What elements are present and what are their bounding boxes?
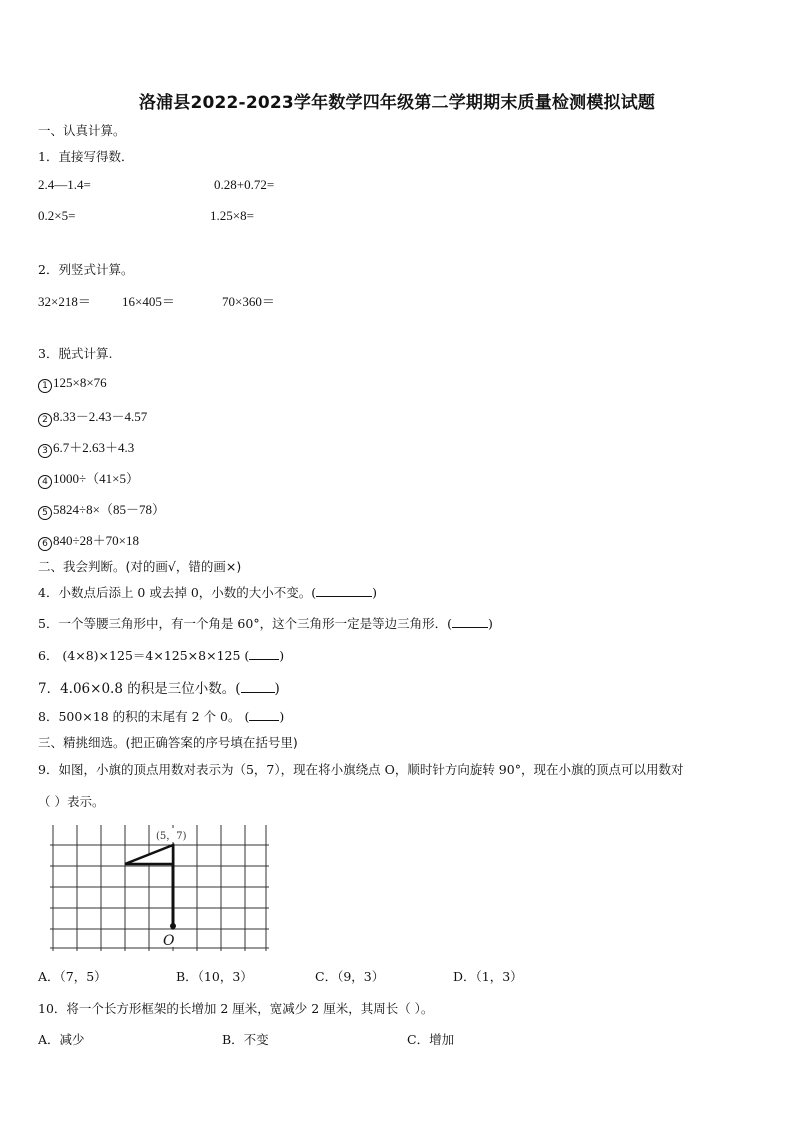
q10-option-a[interactable]: A．减少	[38, 1032, 85, 1047]
q2-item-1: 32×218＝	[38, 294, 91, 309]
section-1-heading: 一、认真计算。	[38, 123, 126, 138]
q2-item-2: 16×405＝	[122, 294, 175, 309]
q2-label: 2．列竖式计算。	[38, 262, 134, 277]
q1-item-4: 1.25×8=	[210, 208, 254, 223]
q9-option-b[interactable]: B．（10，3）	[176, 969, 253, 984]
q9-line-2: （ ）表示。	[38, 794, 105, 809]
circled-number-4: 4	[38, 475, 52, 489]
grid-lines	[50, 825, 269, 951]
q8-text: 8．500×18 的积的末尾有 2 个 0。 ( )	[38, 709, 285, 724]
q1-item-1: 2.4—1.4=	[38, 177, 91, 192]
q9-option-c[interactable]: C．（9，3）	[315, 969, 385, 984]
q10-option-c[interactable]: C．增加	[407, 1032, 455, 1047]
q7-text: 7．4.06×0.8 的积是三位小数。( )	[38, 681, 280, 697]
q3-item-6: 6 840÷28＋70×18	[38, 530, 139, 551]
circled-number-1: 1	[38, 379, 52, 393]
q5-text: 5．一个等腰三角形中，有一个角是 60°，这个三角形一定是等边三角形．( )	[38, 616, 493, 631]
section-2-heading: 二、我会判断。(对的画√，错的画×)	[38, 559, 242, 574]
answer-blank[interactable]	[249, 709, 279, 721]
q1-item-2: 0.28+0.72=	[214, 177, 275, 192]
q3-item-5: 5 5824÷8×（85－78）	[38, 499, 165, 520]
answer-blank[interactable]	[241, 681, 275, 693]
flag-tip-label: (5，7)	[156, 831, 187, 842]
answer-blank[interactable]	[249, 648, 279, 660]
q6-text: 6． (4×8)×125＝4×125×8×125 ( )	[38, 648, 285, 663]
q3-item-2: 2 8.33－2.43－4.57	[38, 406, 147, 427]
q9-line-1: 9．如图，小旗的顶点用数对表示为（5，7），现在将小旗绕点 O，顺时针方向旋转 90°，现在小旗的顶点可以用数对	[38, 762, 684, 777]
q10-text: 10．将一个长方形框架的长增加 2 厘米，宽减少 2 厘米，其周长（ ）。	[38, 1001, 434, 1016]
answer-blank[interactable]	[316, 585, 372, 597]
q3-item-1: 1 125×8×76	[38, 375, 107, 393]
page-title: 洛浦县2022-2023学年数学四年级第二学期期末质量检测模拟试题	[138, 93, 656, 113]
origin-label: O	[163, 933, 175, 949]
q4-text: 4．小数点后添上 0 或去掉 0，小数的大小不变。( )	[38, 585, 378, 600]
q3-item-3: 3 6.7＋2.63＋4.3	[38, 437, 134, 458]
circled-number-2: 2	[38, 413, 52, 427]
q10-option-b[interactable]: B．不变	[222, 1032, 269, 1047]
q9-option-d[interactable]: D．（1，3）	[453, 969, 523, 984]
q3-item-4: 4 1000÷（41×5）	[38, 468, 139, 489]
q9-grid-figure	[48, 820, 274, 956]
q1-label: 1．直接写得数．	[38, 149, 134, 164]
q1-item-3: 0.2×5=	[38, 208, 76, 223]
q3-label: 3．脱式计算.	[38, 346, 113, 361]
circled-number-6: 6	[38, 537, 52, 551]
q2-item-3: 70×360＝	[222, 294, 275, 309]
section-3-heading: 三、精挑细选。(把正确答案的序号填在括号里)	[38, 735, 298, 750]
circled-number-3: 3	[38, 444, 52, 458]
circled-number-5: 5	[38, 506, 52, 520]
q9-option-a[interactable]: A．（7，5）	[38, 969, 107, 984]
answer-blank[interactable]	[452, 616, 488, 628]
